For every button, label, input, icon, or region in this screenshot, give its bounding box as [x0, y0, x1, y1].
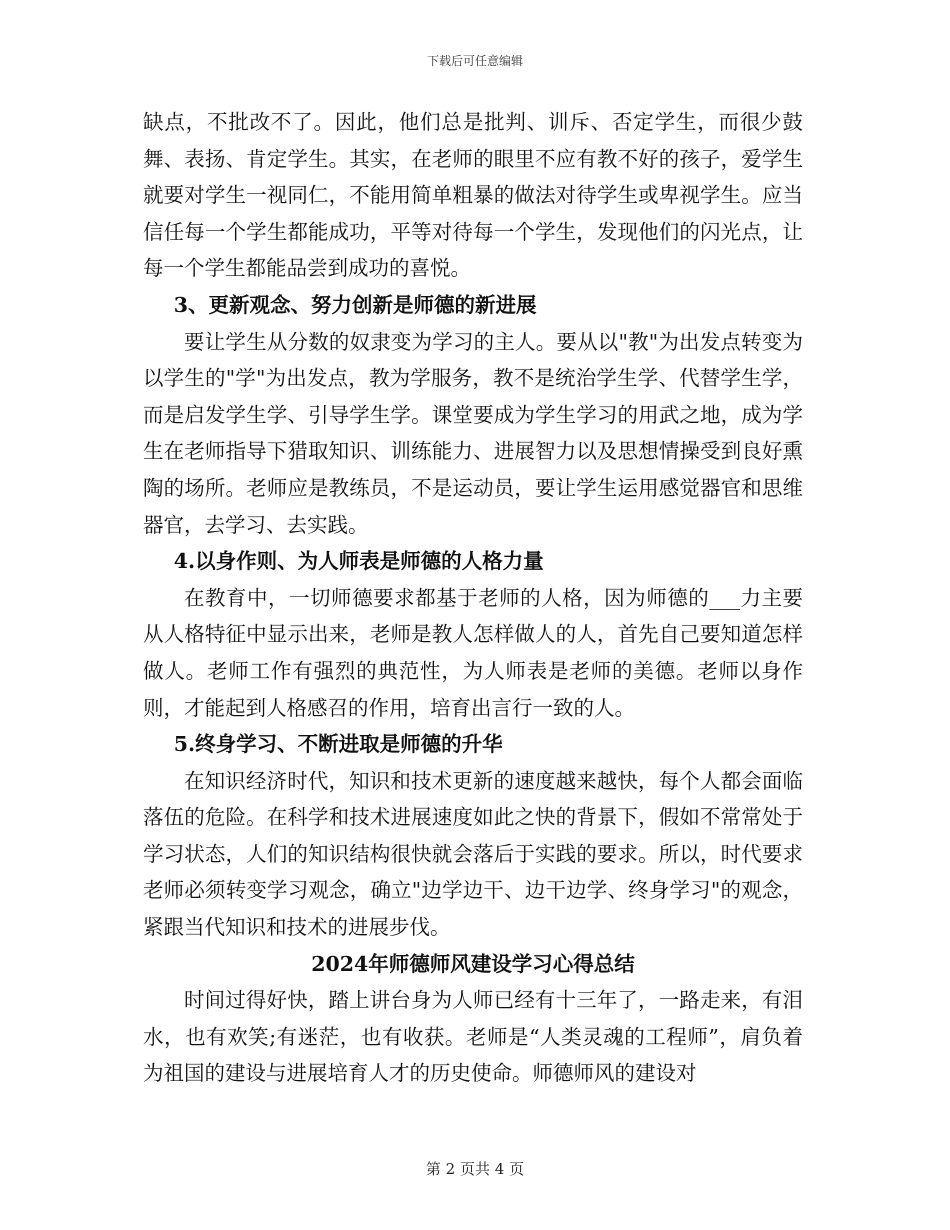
paragraph-section-4: 在教育中，一切师德要求都基于老师的人格，因为师德的___力主要从人格特征中显示出来，老师是教人怎样做人的人，首先自己要知道怎样做人。老师工作有强烈的典范性，为人师表是老师的美德。老师以身作则，才能起到人格感召的作用，培育出言行一致的人。	[143, 585, 803, 720]
paragraph-continuation: 缺点，不批改不了。因此，他们总是批判、训斥、否定学生，而很少鼓舞、表扬、肯定学生。其实，在老师的眼里不应有教不好的孩子，爱学生就要对学生一视同仁，不能用简单粗暴的做法对待学生或卑视学生。应当信任每一个学生都能成功，平等对待每一个学生，发现他们的闪光点，让每一个学生都能品尝到成功的喜悦。	[143, 110, 803, 281]
document-body	[143, 104, 803, 1092]
section-heading-5: 5.终身学习、不断进取是师德的升华	[173, 732, 503, 757]
paragraph-article-intro: 时间过得好快，踏上讲台身为人师已经有十三年了，一路走来，有泪水，也有欢笑;有迷茫，也有收获。老师是“人类灵魂的工程师”，肩负着为祖国的建设与进展培育人才的历史使命。师德师风的建设对	[143, 988, 803, 1086]
section-heading-4: 4.以身作则、为人师表是师德的人格力量	[173, 549, 544, 574]
page-footer: 第 2 页共 4 页	[425, 1160, 525, 1178]
section-heading-3: 3、更新观念、努力创新是师德的新进展	[173, 292, 537, 317]
article-title: 2024年师德师风建设学习心得总结	[311, 951, 635, 976]
paragraph-section-3: 要让学生从分数的奴隶变为学习的主人。要从以"教"为出发点转变为以学生的"学"为出发点，教为学服务，教不是统治学生学、代替学生学，而是启发学生学、引导学生学。课堂要成为学生学习的用武之地，成为学生在老师指导下猎取知识、训练能力、进展智力以及思想情操受到良好熏陶的场所。老师应是教练员，不是运动员，要让学生运用感觉器官和思维器官，去学习、去实践。	[143, 329, 803, 537]
paragraph-section-5: 在知识经济时代，知识和技术更新的速度越来越快，每个人都会面临落伍的危险。在科学和技术进展速度如此之快的背景下，假如不常常处于学习状态，人们的知识结构很快就会落后于实践的要求。所以，时代要求老师必须转变学习观念，确立"边学边干、边干边学、终身学习"的观念，紧跟当代知识和技术的进展步伐。	[143, 768, 803, 940]
page-header: 下载后可任意编辑	[426, 54, 523, 68]
